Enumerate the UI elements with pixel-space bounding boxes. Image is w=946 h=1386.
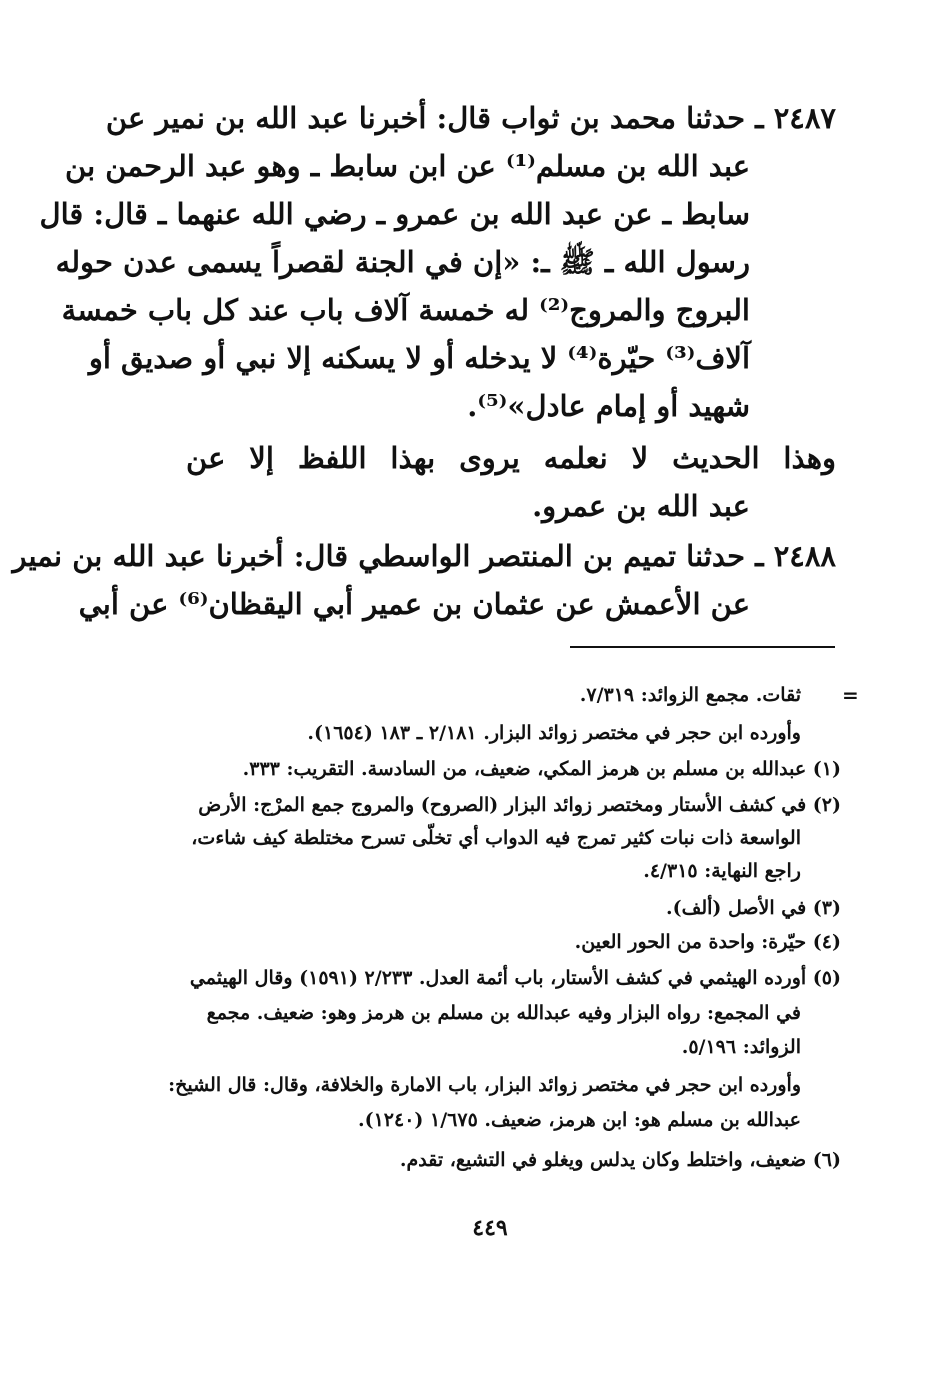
footnote-5-line-4: وأورده ابن حجر في مختصر زوائد البزار، باب الامارة والخلافة، وقال: قال الشيخ: [168, 1074, 801, 1096]
footnote-3: (٣) في الأصل (ألف). [666, 897, 841, 919]
hadith-2487-line-7: شهيد أو إمام عادل»⁽⁵⁾. [467, 389, 750, 423]
footnote-continuation-line-2: وأورده ابن حجر في مختصر زوائد البزار. ٢/١٨١ ـ ١٨٣ (١٦٥٤). [307, 722, 801, 744]
footnote-5-line-2: في المجمع: رواه البزار وفيه عبدالله بن مسلم بن هرمز وهو: ضعيف. مجمع [206, 1002, 801, 1024]
hadith-2487-line-4: رسول الله ـ ﷺ ـ: «إن في الجنة لقصراً يسمى عدن حوله [55, 245, 750, 279]
footnote-2-line-3: راجع النهاية: ٤/٣١٥. [643, 860, 801, 882]
footnote-4: (٤) حيّرة: واحدة من الحور العين. [574, 931, 841, 953]
footnote-6: (٦) ضعيف، واختلط وكان يدلس ويغلو في التشيع، تقدم. [399, 1149, 841, 1171]
hadith-2487-line-6: آلاف⁽³⁾ حيّرة⁽⁴⁾ لا يدخله أو لا يسكنه إلا نبي أو صديق أو [88, 341, 750, 375]
hadith-2487-line-3: سابط ـ عن عبد الله بن عمرو ـ رضي الله عنهما ـ قال: قال [39, 197, 750, 231]
footnote-2-line-2: الواسعة ذات نبات كثير تمرج فيه الدواب أي تخلّى تسرح مختلطة كيف شاءت، [191, 827, 801, 849]
hadith-2487-line-1: ٢٤٨٧ ـ حدثنا محمد بن ثواب قال: أخبرنا عبد الله بن نمير عن [105, 101, 836, 135]
footnote-divider [570, 646, 835, 648]
hadith-2488-line-2: عن الأعمش عن عثمان بن عمير أبي اليقظان⁽⁶⁾ عن أبي [78, 587, 750, 621]
hadith-2487-line-5: البروج والمروج⁽²⁾ له خمسة آلاف باب عند كل باب خمسة [61, 293, 750, 327]
footnote-5-line-1: (٥) أورده الهيثمي في كشف الأستار، باب أئمة العدل. ٢/٢٣٣ (١٥٩١) وقال الهيثمي [189, 967, 841, 989]
footnote-5-line-5: عبدالله بن مسلم هو: ابن هرمز، ضعيف. ١/٦٧٥ (١٢٤٠). [357, 1109, 801, 1131]
continuation-mark: = [842, 683, 859, 707]
footnote-2-line-1: (٢) في كشف الأستار ومختصر زوائد البزار (الصروح) والمروج جمع المرْج: الأرض [198, 794, 841, 816]
comment-line-1: وهذا الحديث لا نعلمه يروى بهذا اللفظ إلا عن [186, 441, 836, 475]
footnote-continuation-line-1: ثقات. مجمع الزوائد: ٧/٣١٩. [579, 684, 801, 706]
footnote-1: (١) عبدالله بن مسلم بن هرمز المكي، ضعيف، من السادسة. التقريب: ٣٣٣. [242, 758, 841, 780]
comment-line-2: عبد الله بن عمرو. [532, 489, 750, 523]
hadith-2488-line-1: ٢٤٨٨ ـ حدثنا تميم بن المنتصر الواسطي قال: أخبرنا عبد الله بن نمير [12, 539, 836, 573]
hadith-2487-line-2: عبد الله بن مسلم⁽¹⁾ عن ابن سابط ـ وهو عبد الرحمن بن [65, 149, 750, 183]
footnote-5-line-3: الزوائد: ٥/١٩٦. [681, 1036, 801, 1058]
page-number: ٤٤٩ [472, 1215, 508, 1241]
